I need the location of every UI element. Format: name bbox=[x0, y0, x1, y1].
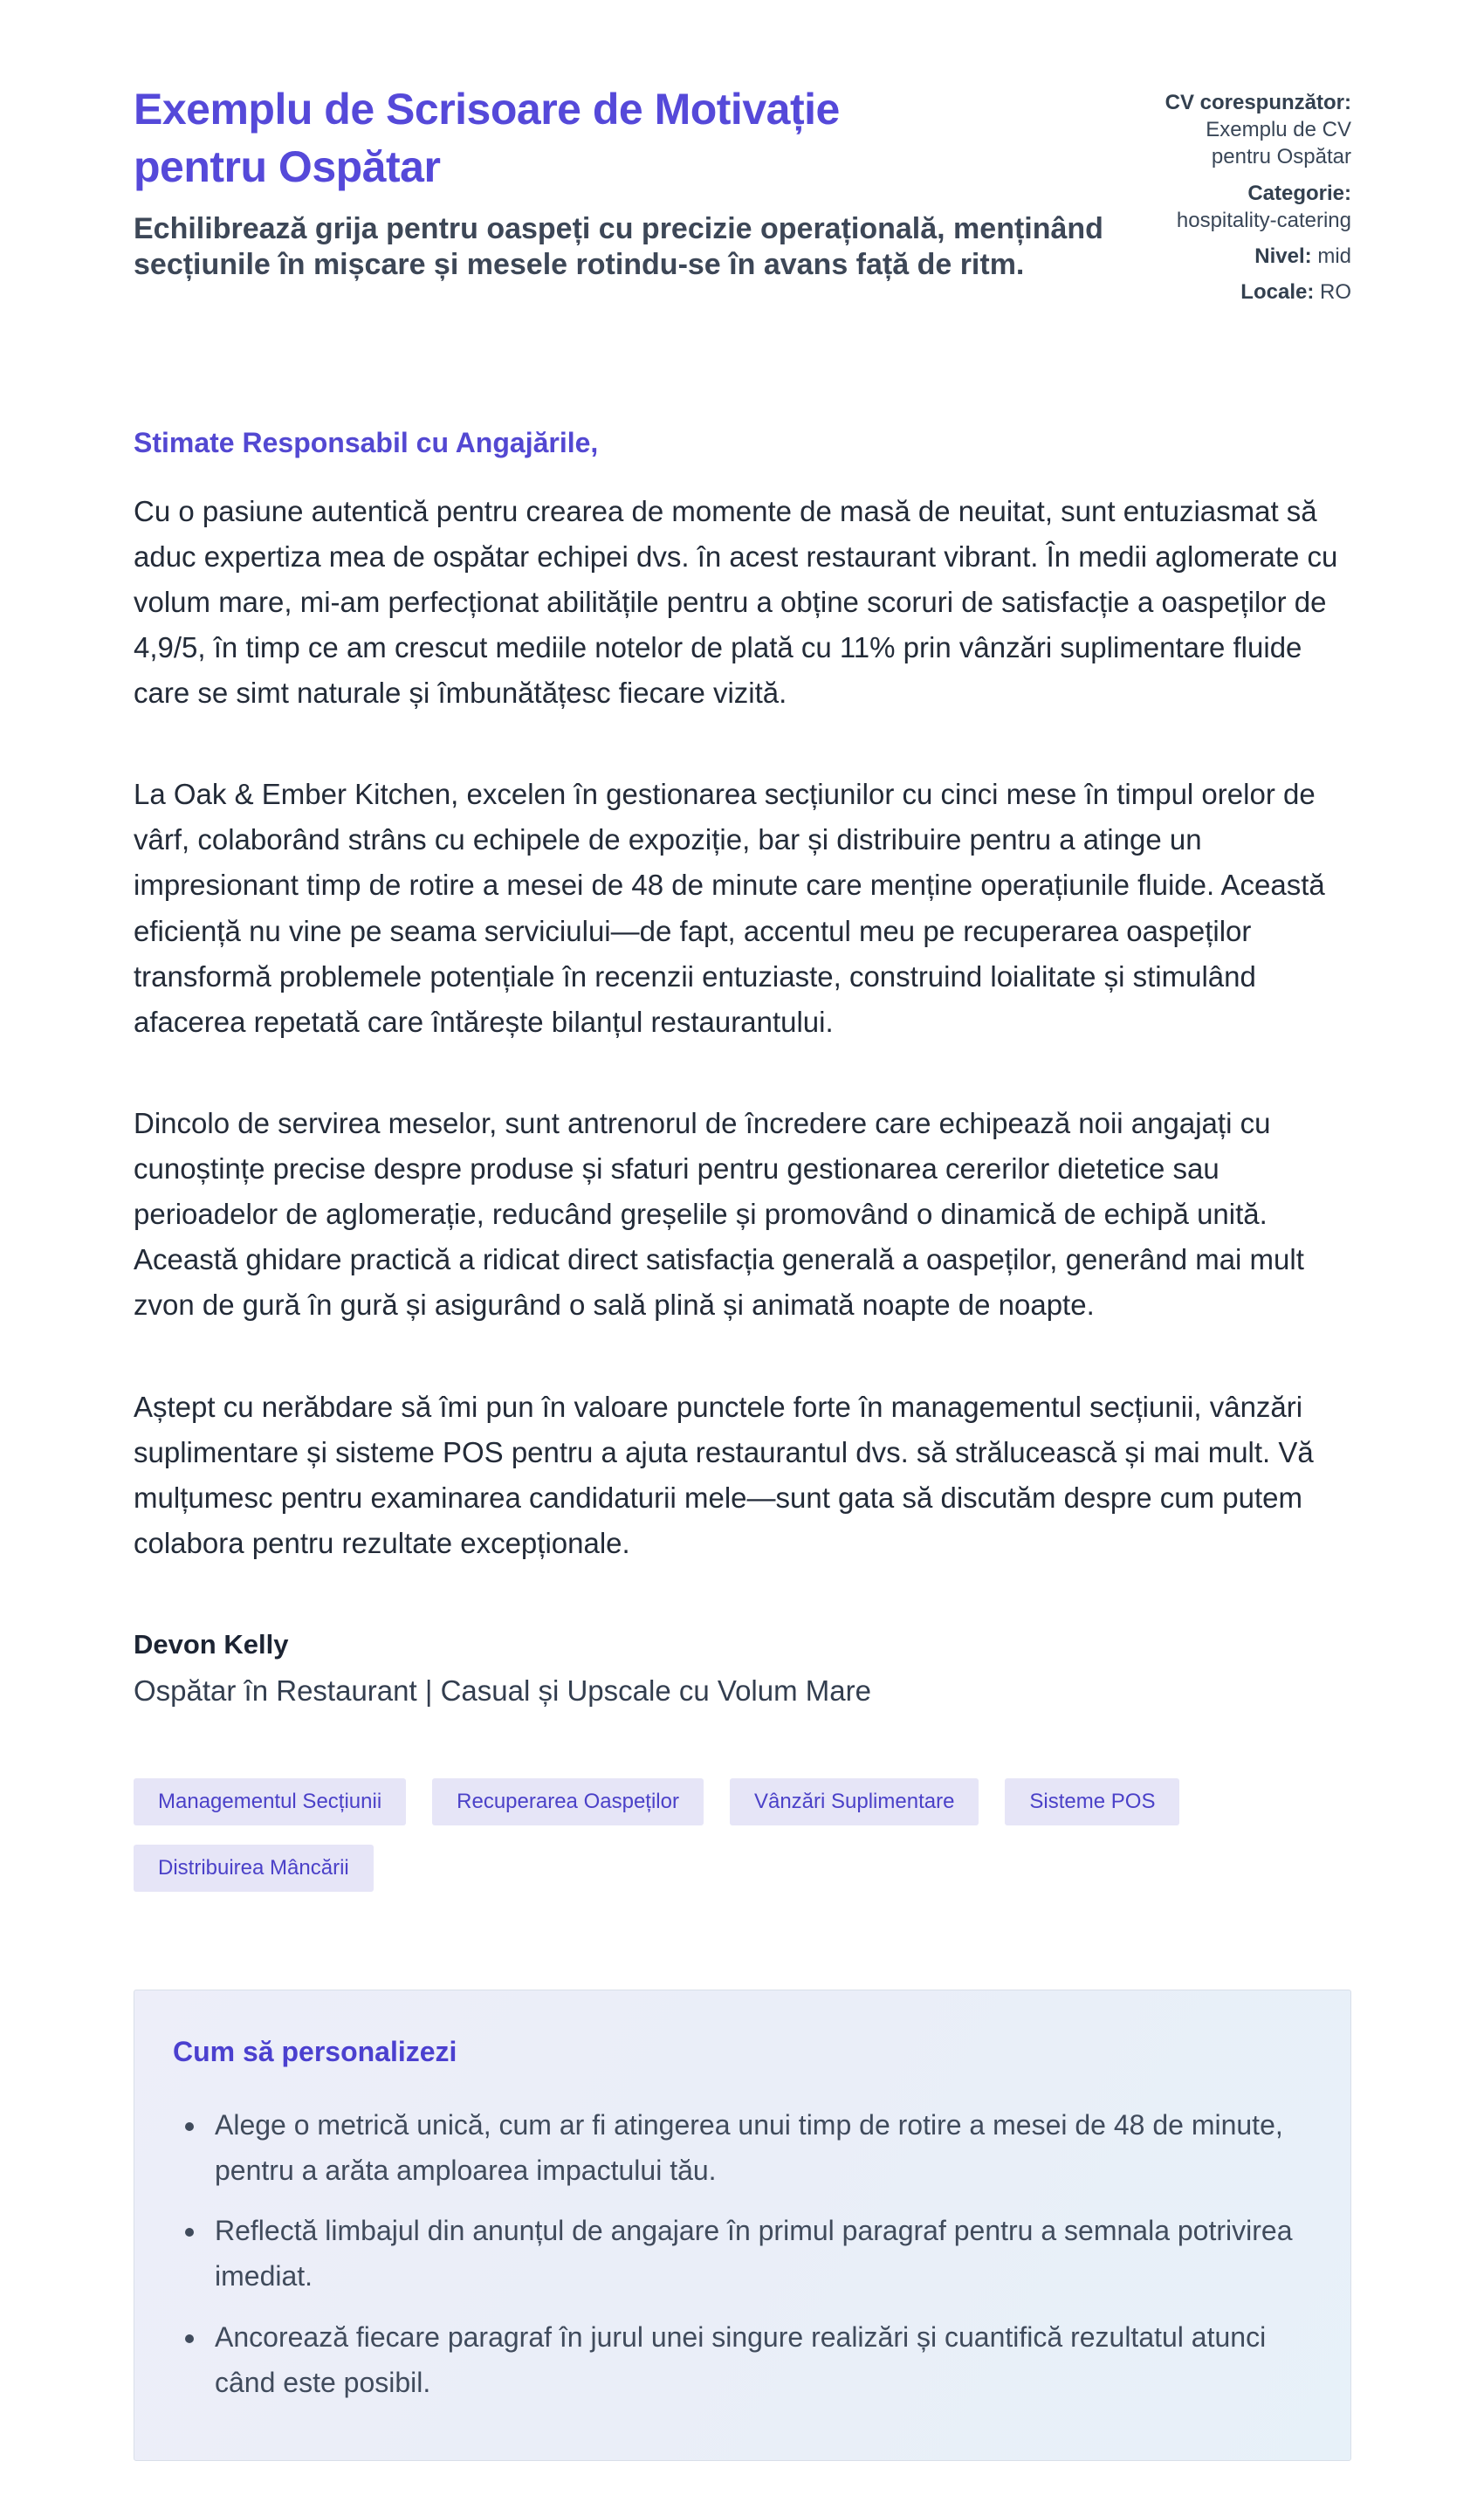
meta-locale bbox=[1142, 278, 1351, 306]
signature-role: Ospătar în Restaurant | Casual și Upscale cu Volum Mare bbox=[134, 1674, 871, 1707]
meta-category-value: hospitality-catering bbox=[1176, 208, 1351, 232]
tips-list bbox=[173, 2103, 1310, 2406]
meta-level-label: Nivel: bbox=[1254, 244, 1312, 268]
letter-paragraph-3: Dincolo de servirea meselor, sunt antrenorul de încredere care echipează noii angajați cu cunoștințe precise despre produse și sfaturi pentru gestionarea cererilor dietetice sau perioadelor de aglomerație, reducând greșelile și promovând o dinamică de echipă unită. Această ghidare practică a ridicat direct satisfacția generală a oaspeților, generând mai mult zvon de gură în gură și asigurând o sală plină și animată noapte de noapte. bbox=[134, 1106, 1304, 1322]
tip-item-2: • Reflectă limbajul din anunțul de angajare în primul paragraf pentru a semnala potrivirea imediat. bbox=[208, 2209, 1310, 2299]
signature-name: Devon Kelly bbox=[134, 1629, 289, 1660]
letter-paragraph-2: La Oak & Ember Kitchen, excelen în gestionarea secțiunilor cu cinci mese în timpul orelor de vârf, colaborând strâns cu echipele de expoziție, bar și distribuire pentru a atinge un impresionant timp de rotire a mesei de 48 de minute care menține operațiunile fluide. Această eficiență nu vine pe seama serviciului—de fapt, accentul meu pe recuperarea oaspeților transformă problemele potențiale în recenzii entuziaste, construind loialitate și stimulând afacerea repetată care întărește bilanțul restaurantului. bbox=[134, 778, 1325, 1038]
tip-item-1: • Alege o metrică unică, cum ar fi atingerea unui timp de rotire a mesei de 48 de minute, pentru a arăta amploarea impactului tău. bbox=[208, 2103, 1310, 2194]
page-title bbox=[134, 80, 1142, 196]
skill-tags bbox=[134, 1778, 1351, 1892]
letter-greeting: Stimate Responsabil cu Angajările, bbox=[134, 427, 599, 459]
meta-matching-cv-label: CV corespunzător: bbox=[1165, 91, 1351, 114]
tag-pos-systems[interactable]: Sisteme POS bbox=[1005, 1778, 1179, 1825]
letter-paragraph-1: Cu o pasiune autentică pentru crearea de momente de masă de neuitat, sunt entuziasmat să aduc expertiza mea de ospătar echipei dvs. în acest restaurant vibrant. În medii aglomerate cu volum mare, mi-am perfecționat abilitățile pentru a obține scoruri de satisfacție a oaspeților de 4,9/5, în timp ce am crescut mediile notelor de plată cu 11% prin vânzări suplimentare fluide care se simt naturale și îmbunătățesc fiecare vizită. bbox=[134, 494, 1338, 709]
meta-level-value: mid bbox=[1317, 244, 1351, 268]
tips-heading: Cum să personalizezi bbox=[173, 2035, 457, 2067]
meta-locale-value: RO bbox=[1320, 280, 1351, 305]
page-title-line-1: Exemplu de Scrisoare de Motivație bbox=[134, 85, 840, 134]
page-header bbox=[134, 80, 1351, 314]
tag-guest-recovery[interactable]: Recuperarea Oaspeților bbox=[432, 1778, 704, 1825]
page-subtitle: Echilibrează grija pentru oaspeți cu precizie operațională, menținând secțiunile în mișcare și mesele rotindu-se în avans față de ritm. bbox=[134, 212, 1103, 282]
header-title-block bbox=[134, 80, 1142, 314]
letter-paragraph-4: Aștept cu nerăbdare să îmi pun în valoare punctele forte în managementul secțiunii, vânzări suplimentare și sisteme POS pentru a ajuta restaurantul dvs. să strălucească și mai mult. Vă mulțumesc pentru examinarea candidaturii mele—sunt gata să discutăm despre cum putem colabora pentru rezultate excepționale. bbox=[134, 1390, 1314, 1559]
meta-locale-label: Locale: bbox=[1240, 280, 1315, 305]
letter-signature bbox=[134, 1622, 1351, 1714]
meta-matching-cv bbox=[1142, 89, 1351, 171]
tag-food-running[interactable]: Distribuirea Mâncării bbox=[134, 1845, 374, 1892]
meta-level bbox=[1142, 243, 1351, 270]
meta-category-label: Categorie: bbox=[1247, 181, 1351, 205]
tag-upselling[interactable]: Vânzări Suplimentare bbox=[730, 1778, 979, 1825]
tip-item-3: • Ancorează fiecare paragraf în jurul unei singure realizări și cuantifică rezultatul atunci când este posibil. bbox=[208, 2315, 1310, 2406]
cv-meta-block bbox=[1142, 80, 1351, 314]
page-title-line-2: pentru Ospătar bbox=[134, 142, 441, 191]
personalization-tips-box bbox=[134, 1990, 1351, 2461]
meta-matching-cv-value: Exemplu de CV pentru Ospătar bbox=[1206, 118, 1351, 169]
meta-category bbox=[1142, 180, 1351, 234]
letter-body bbox=[134, 421, 1351, 1714]
tag-section-management[interactable]: Managementul Secțiunii bbox=[134, 1778, 406, 1825]
